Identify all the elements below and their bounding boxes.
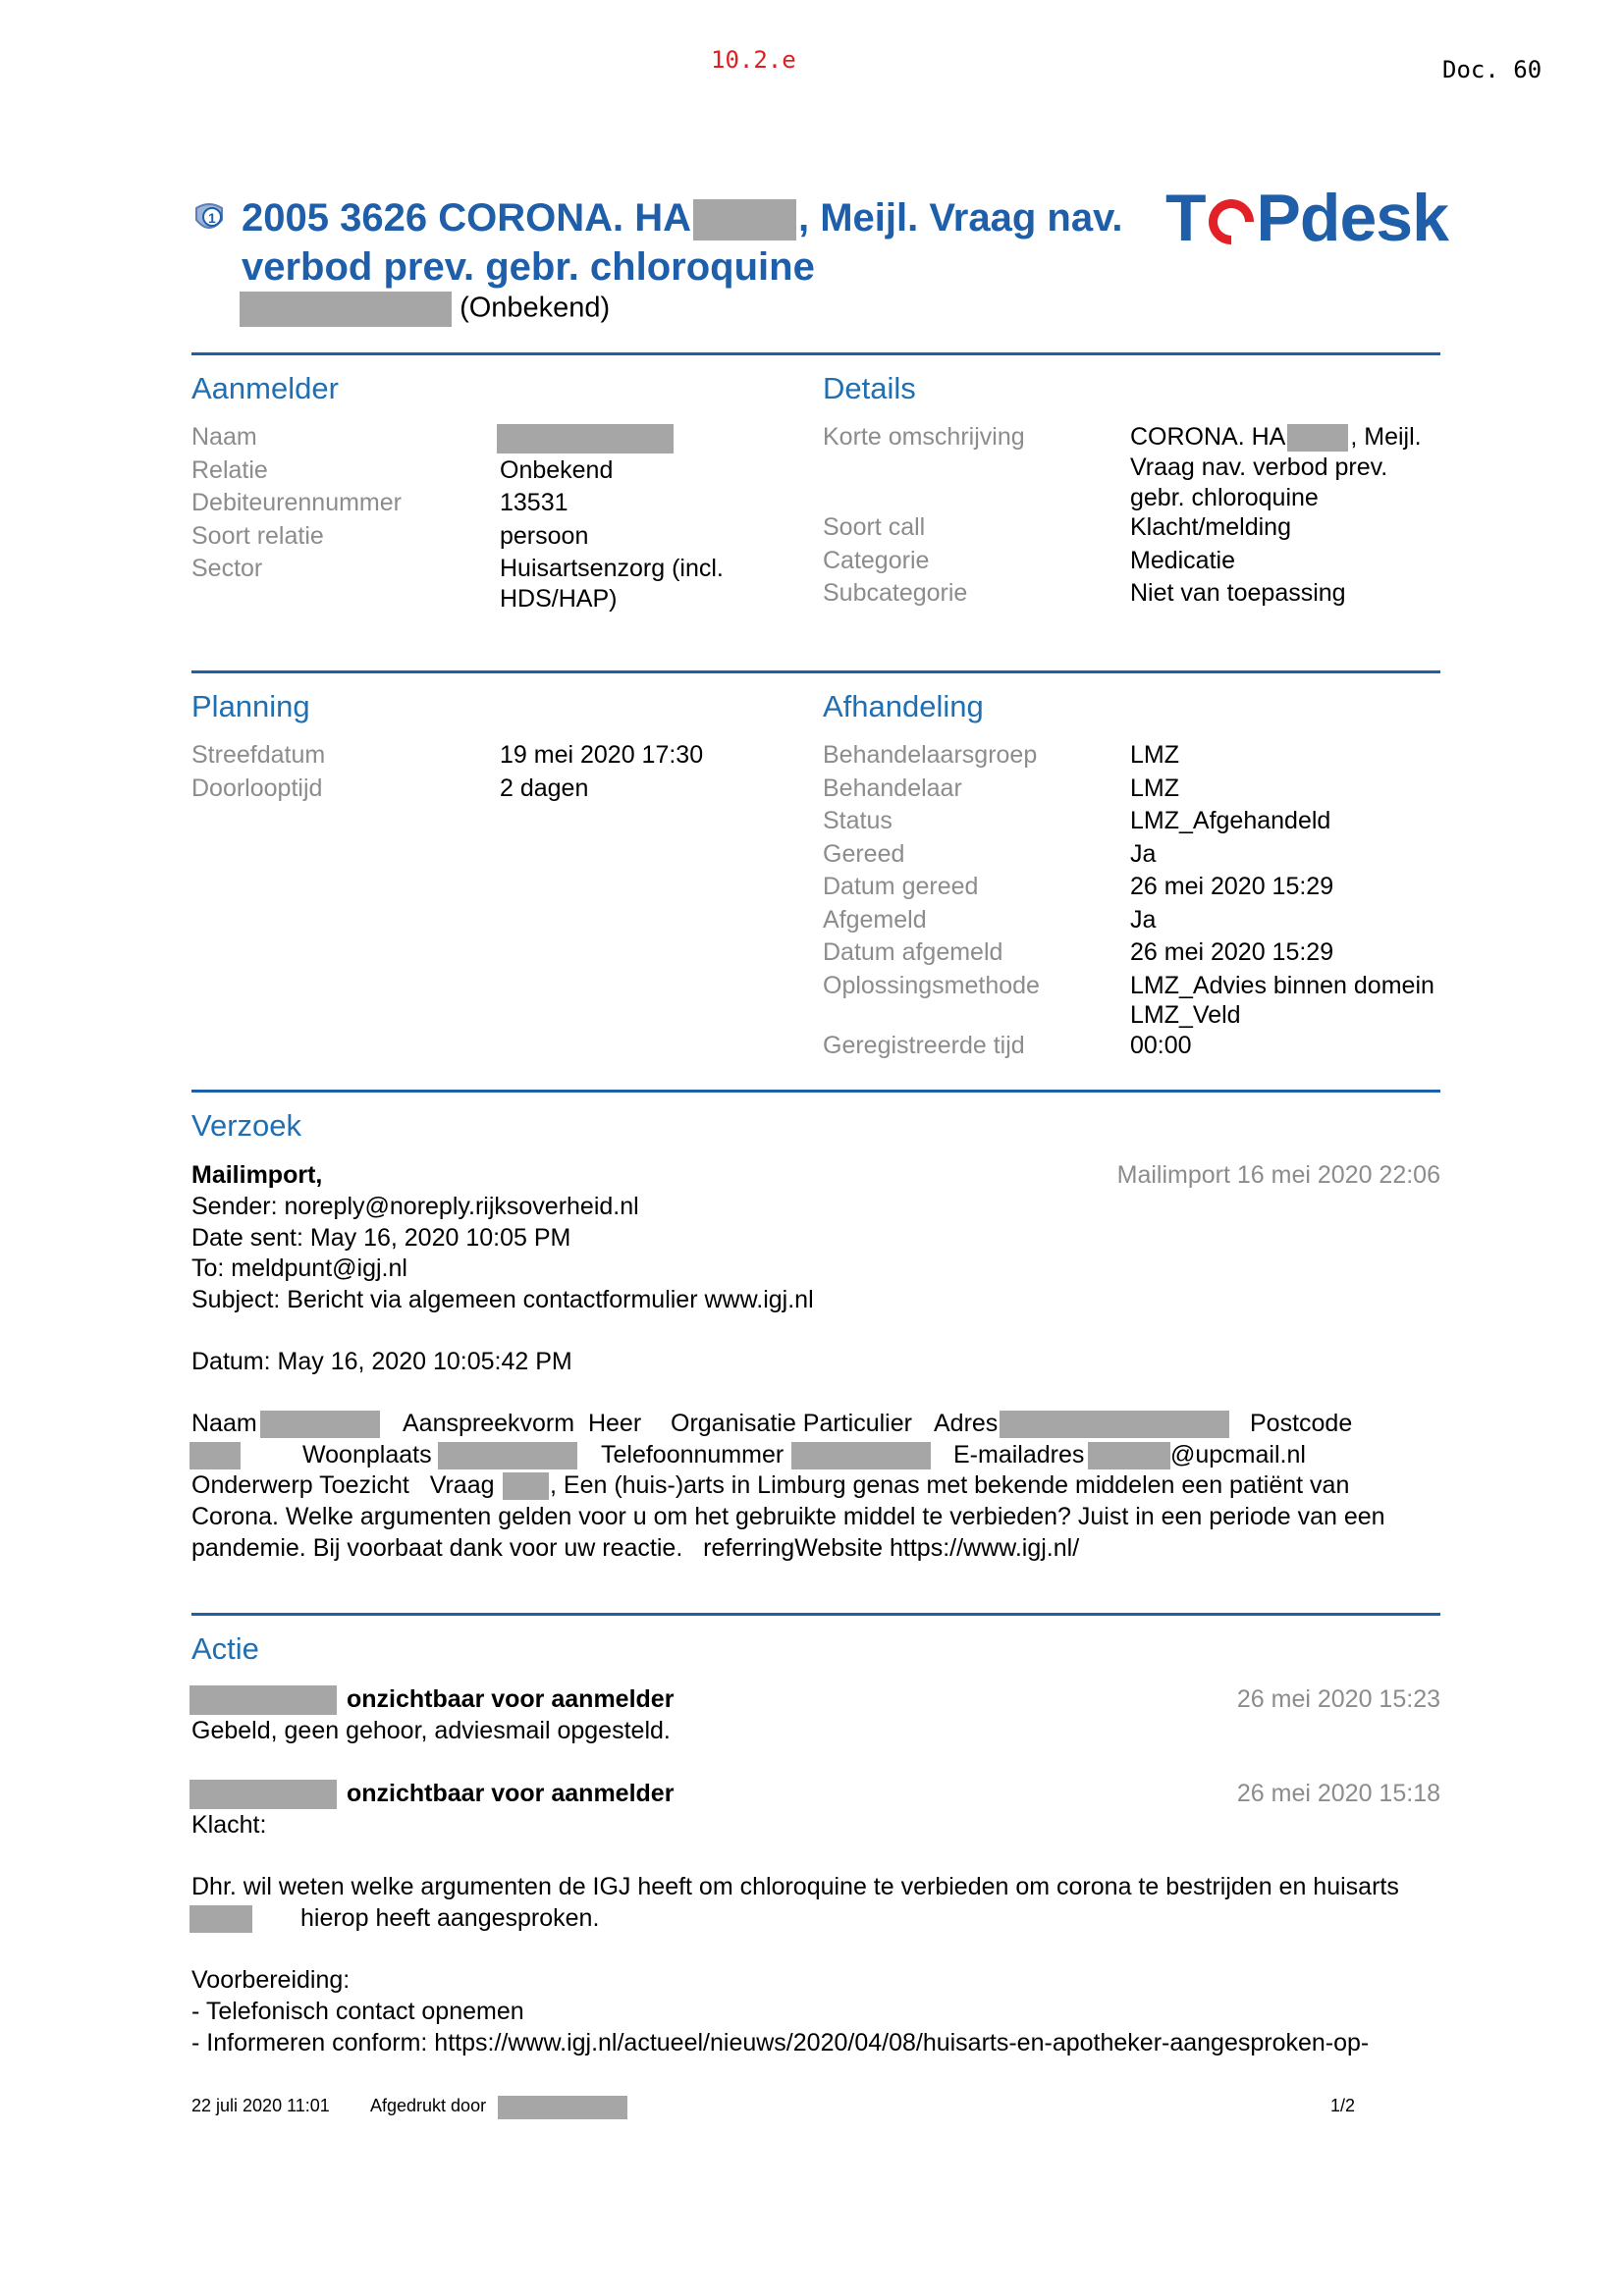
streefdatum-value: 19 mei 2020 17:30 — [500, 741, 704, 769]
logo-o-icon — [1199, 189, 1263, 253]
actie-paragraph-cont: hierop heeft aangesproken. — [300, 1904, 600, 1932]
form-field-telefoon: Telefoonnummer — [601, 1441, 784, 1468]
actie-entry-text: Klacht: — [191, 1811, 267, 1839]
ticket-title — [242, 193, 1145, 292]
afhandeling-label: Datum afgemeld — [823, 938, 1003, 966]
actie-entry-tag: onzichtbaar voor aanmelder — [347, 1780, 675, 1807]
form-field-aanspreekvorm: Aanspreekvorm Heer — [403, 1410, 642, 1437]
details-label: Categorie — [823, 547, 930, 574]
mail-to: To: meldpunt@igj.nl — [191, 1255, 407, 1282]
afhandeling-label: Afgemeld — [823, 906, 927, 934]
details-heading: Details — [823, 371, 916, 405]
form-corona-line: Corona. Welke argumenten gelden voor u om het gebruikte middel te verbieden? Juist in een periode van een — [191, 1503, 1385, 1530]
redaction-box — [497, 424, 674, 454]
afhandeling-label: Behandelaarsgroep — [823, 741, 1038, 769]
redaction-box — [791, 1442, 931, 1469]
form-field-onderwerp: Onderwerp Toezicht Vraag — [191, 1471, 495, 1499]
korte-omschrijving-l3: gebr. chloroquine — [1130, 484, 1319, 511]
form-field-woonplaats: Woonplaats — [302, 1441, 432, 1468]
afhandeling-label: Behandelaar — [823, 774, 962, 802]
form-field-email-domain: @upcmail.nl — [1170, 1441, 1306, 1468]
subtitle-status: (Onbekend) — [460, 292, 611, 324]
redaction-box — [260, 1411, 380, 1438]
actie-prep-heading: Voorbereiding: — [191, 1966, 351, 1994]
afhandeling-value: 26 mei 2020 15:29 — [1130, 873, 1334, 900]
actie-entry-tag: onzichtbaar voor aanmelder — [347, 1685, 675, 1713]
mail-sender: Sender: noreply@noreply.rijksoverheid.nl — [191, 1193, 639, 1220]
actie-heading: Actie — [191, 1631, 259, 1666]
redaction-box — [1000, 1411, 1229, 1438]
aanmelder-heading: Aanmelder — [191, 371, 339, 405]
verzoek-heading: Verzoek — [191, 1108, 302, 1143]
divider — [191, 1090, 1440, 1093]
form-field-organisatie: Organisatie Particulier — [671, 1410, 912, 1437]
footer-printed-date: 22 juli 2020 11:01 — [191, 2096, 330, 2115]
planning-label: Doorlooptijd — [191, 774, 323, 802]
verzoek-meta: Mailimport 16 mei 2020 22:06 — [1116, 1161, 1440, 1189]
planning-label: Streefdatum — [191, 741, 326, 769]
details-label: Soort call — [823, 513, 926, 541]
soort-call-value: Klacht/melding — [1130, 513, 1291, 541]
doc-number: Doc. 60 — [1442, 56, 1542, 83]
form-vraag-text: , Een (huis-)arts in Limburg genas met bekende middelen een patiënt van — [550, 1471, 1350, 1499]
sector-value: Huisartsenzorg (incl. — [500, 555, 724, 582]
aanmelder-label: Sector — [191, 555, 263, 582]
form-field-naam: Naam — [191, 1410, 257, 1437]
planning-heading: Planning — [191, 689, 310, 723]
redaction-box — [1088, 1442, 1170, 1469]
doorlooptijd-value: 2 dagen — [500, 774, 589, 802]
form-field-email: E-mailadres — [953, 1441, 1085, 1468]
sector-value-cont: HDS/HAP) — [500, 585, 618, 613]
relatie-value: Onbekend — [500, 456, 614, 484]
redaction-code: 10.2.e — [711, 46, 796, 74]
korte-omschrijving-value — [1130, 422, 1422, 453]
details-label: Korte omschrijving — [823, 423, 1025, 451]
redaction-box — [503, 1472, 549, 1500]
korte-part-b: , Meijl. — [1350, 423, 1422, 451]
afhandeling-value: Ja — [1130, 906, 1157, 934]
categorie-value: Medicatie — [1130, 547, 1235, 574]
afhandeling-value: LMZ — [1130, 774, 1179, 802]
redaction-box — [498, 2096, 627, 2119]
actie-prep-item: - Telefonisch contact opnemen — [191, 1998, 524, 2025]
mail-subject: Subject: Bericht via algemeen contactformulier www.igj.nl — [191, 1286, 814, 1313]
divider — [191, 1613, 1440, 1616]
verzoek-from: Mailimport, — [191, 1161, 323, 1189]
redaction-box — [240, 292, 452, 327]
divider — [191, 352, 1440, 355]
redaction-box — [189, 1905, 252, 1933]
aanmelder-label: Relatie — [191, 456, 268, 484]
redaction-box — [189, 1442, 241, 1469]
footer-printed-by: Afgedrukt door — [370, 2096, 487, 2115]
mail-datum: Datum: May 16, 2020 10:05:42 PM — [191, 1348, 572, 1375]
afhandeling-value: 26 mei 2020 15:29 — [1130, 938, 1334, 966]
form-field-postcode: Postcode — [1250, 1410, 1353, 1437]
redaction-box — [189, 1685, 337, 1715]
title-part-b: , Meijl. Vraag nav. — [797, 196, 1123, 240]
footer-page-number: 1/2 — [1330, 2096, 1356, 2115]
afhandeling-value: Ja — [1130, 840, 1157, 868]
aanmelder-label: Debiteurennummer — [191, 489, 402, 516]
form-pandemie-line: pandemie. Bij voorbaat dank voor uw reactie. referringWebsite https://www.igj.nl/ — [191, 1534, 1080, 1562]
ticket-icon — [192, 202, 226, 236]
subcategorie-value: Niet van toepassing — [1130, 579, 1346, 607]
korte-part-a: CORONA. HA — [1130, 423, 1286, 451]
redaction-box — [1287, 424, 1348, 452]
aanmelder-label: Naam — [191, 423, 257, 451]
actie-entry-time: 26 mei 2020 15:18 — [1236, 1780, 1440, 1807]
logo-prefix: T — [1165, 181, 1206, 255]
redaction-box — [438, 1442, 577, 1469]
form-field-adres: Adres — [934, 1410, 999, 1437]
afhandeling-value: LMZ — [1130, 741, 1179, 769]
debiteurennummer-value: 13531 — [500, 489, 568, 516]
mail-date-sent: Date sent: May 16, 2020 10:05 PM — [191, 1224, 571, 1252]
aanmelder-label: Soort relatie — [191, 522, 324, 550]
afhandeling-value: 00:00 — [1130, 1032, 1192, 1059]
afhandeling-label: Gereed — [823, 840, 905, 868]
afhandeling-value: LMZ_Advies binnen domein — [1130, 972, 1434, 999]
afhandeling-label: Status — [823, 807, 893, 834]
afhandeling-label: Geregistreerde tijd — [823, 1032, 1025, 1059]
logo-suffix: Pdesk — [1256, 181, 1448, 255]
afhandeling-heading: Afhandeling — [823, 689, 984, 723]
svg-text:1: 1 — [208, 210, 216, 226]
afhandeling-label: Oplossingsmethode — [823, 972, 1040, 999]
korte-omschrijving-l2: Vraag nav. verbod prev. — [1130, 454, 1388, 481]
topdesk-logo — [1165, 179, 1448, 257]
redaction-box — [189, 1780, 337, 1809]
oplossingsmethode-l2: LMZ_Veld — [1130, 1001, 1241, 1029]
actie-entry-text: Gebeld, geen gehoor, adviesmail opgesteld. — [191, 1717, 671, 1744]
details-label: Subcategorie — [823, 579, 968, 607]
afhandeling-value: LMZ_Afgehandeld — [1130, 807, 1331, 834]
divider — [191, 670, 1440, 673]
subtitle — [240, 292, 610, 327]
afhandeling-label: Datum gereed — [823, 873, 979, 900]
actie-prep-item: - Informeren conform: https://www.igj.nl/actueel/nieuws/2020/04/08/huisarts-en-apotheker-aangesproken-op- — [191, 2029, 1370, 2056]
actie-entry-time: 26 mei 2020 15:23 — [1236, 1685, 1440, 1713]
actie-paragraph: Dhr. wil weten welke argumenten de IGJ heeft om chloroquine te verbieden om corona te bestrijden en huisarts — [191, 1873, 1399, 1900]
title-part-a: 2005 3626 CORONA. HA — [242, 196, 691, 240]
redaction-box — [693, 199, 796, 240]
soort-relatie-value: persoon — [500, 522, 589, 550]
title-line-2: verbod prev. gebr. chloroquine — [242, 245, 815, 289]
